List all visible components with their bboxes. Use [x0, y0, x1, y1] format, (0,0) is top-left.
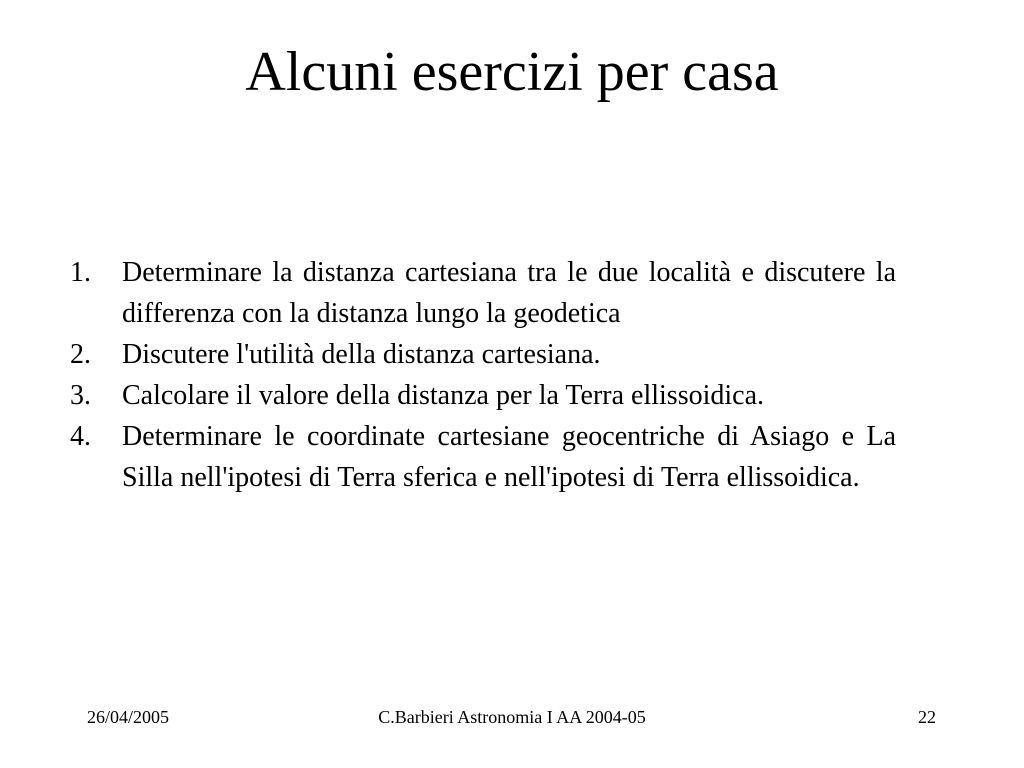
exercise-number: 1. — [70, 257, 91, 288]
exercise-text: Discutere l'utilità della distanza cartesiana. — [122, 339, 601, 370]
footer-author-course: C.Barbieri Astronomia I AA 2004-05 — [378, 707, 646, 727]
exercise-text: Determinare la distanza cartesiana tra le due località e discutere la differenza con la distanza lungo la geodetica — [122, 257, 896, 329]
exercise-item-3 — [70, 375, 896, 416]
exercise-number: 3. — [70, 380, 91, 411]
exercise-text: Calcolare il valore della distanza per la Terra ellissoidica. — [122, 380, 765, 411]
exercise-item-2 — [70, 334, 896, 375]
exercise-text: Determinare le coordinate cartesiane geocentriche di Asiago e La Silla nell'ipotesi di Terra sferica e nell'ipotesi di Terra ellissoidica. — [122, 421, 896, 493]
footer-date: 26/04/2005 — [87, 707, 170, 727]
exercise-list — [70, 252, 896, 498]
footer-page-number: 22 — [918, 707, 936, 727]
exercise-item-4 — [70, 416, 896, 498]
exercise-number: 2. — [70, 339, 91, 370]
slide-title: Alcuni esercizi per casa — [245, 41, 779, 103]
exercise-item-1 — [70, 252, 896, 334]
exercise-number: 4. — [70, 421, 91, 452]
